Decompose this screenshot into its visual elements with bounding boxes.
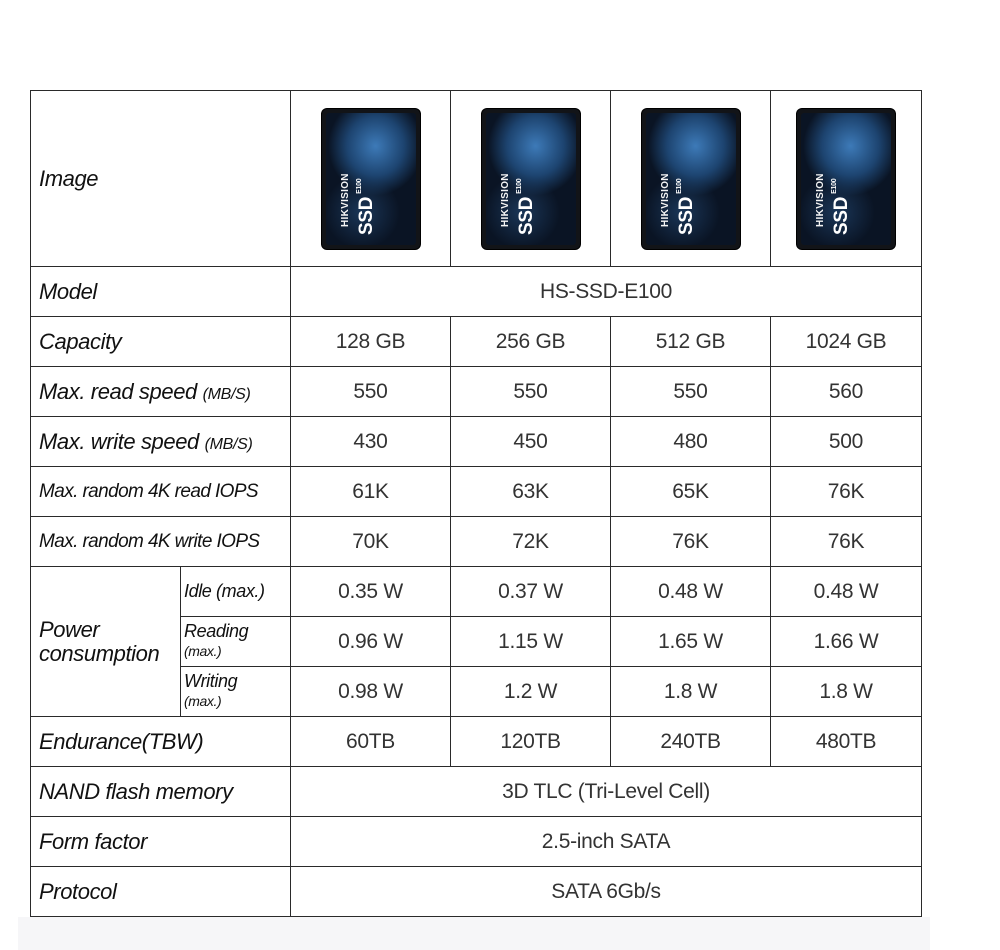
random-write-value: 76K bbox=[771, 517, 922, 567]
protocol-value: SATA 6Gb/s bbox=[291, 867, 922, 917]
reading-power-value: 1.66 W bbox=[771, 617, 922, 667]
idle-power-value: 0.37 W bbox=[451, 567, 611, 617]
random-read-value: 76K bbox=[771, 467, 922, 517]
ssd-logo: $SSD^{E100}$ bbox=[515, 178, 537, 235]
label-model: Model bbox=[31, 267, 291, 317]
read-speed-value: 550 bbox=[611, 367, 771, 417]
capacity-value: 1024 GB bbox=[771, 317, 922, 367]
idle-power-value: 0.48 W bbox=[611, 567, 771, 617]
reading-power-value: 1.15 W bbox=[451, 617, 611, 667]
row-random-write bbox=[31, 517, 922, 567]
ssd-product-image bbox=[322, 109, 420, 249]
model-value: HS-SSD-E100 bbox=[291, 267, 922, 317]
label-capacity: Capacity bbox=[31, 317, 291, 367]
label-write-speed: Max. write speed (MB/S) bbox=[31, 417, 291, 467]
image-cell-3 bbox=[611, 91, 771, 267]
label-form-factor: Form factor bbox=[31, 817, 291, 867]
endurance-value: 60TB bbox=[291, 717, 451, 767]
ssd-brand: HIKVISION bbox=[499, 172, 511, 227]
row-model bbox=[31, 267, 922, 317]
nand-value: 3D TLC (Tri-Level Cell) bbox=[291, 767, 922, 817]
ssd-brand: HIKVISION bbox=[659, 172, 671, 227]
row-image bbox=[31, 91, 922, 267]
random-write-value: 70K bbox=[291, 517, 451, 567]
row-random-read bbox=[31, 467, 922, 517]
image-cell-1 bbox=[291, 91, 451, 267]
write-speed-value: 450 bbox=[451, 417, 611, 467]
label-reading: Reading (max.) bbox=[181, 617, 291, 667]
bottom-strip bbox=[18, 917, 930, 950]
ssd-brand: HIKVISION bbox=[339, 172, 351, 227]
write-speed-value: 430 bbox=[291, 417, 451, 467]
endurance-value: 120TB bbox=[451, 717, 611, 767]
random-write-value: 76K bbox=[611, 517, 771, 567]
reading-power-value: 0.96 W bbox=[291, 617, 451, 667]
label-power-consumption: Power consumption bbox=[31, 567, 181, 717]
label-writing: Writing (max.) bbox=[181, 667, 291, 717]
random-read-value: 65K bbox=[611, 467, 771, 517]
writing-power-value: 1.8 W bbox=[611, 667, 771, 717]
label-protocol: Protocol bbox=[31, 867, 291, 917]
write-speed-value: 500 bbox=[771, 417, 922, 467]
idle-power-value: 0.35 W bbox=[291, 567, 451, 617]
ssd-logo: $SSD^{E100}$ bbox=[675, 178, 697, 235]
label-random-write: Max. random 4K write IOPS bbox=[31, 517, 291, 567]
capacity-value: 256 GB bbox=[451, 317, 611, 367]
endurance-value: 480TB bbox=[771, 717, 922, 767]
read-speed-value: 560 bbox=[771, 367, 922, 417]
ssd-product-image bbox=[642, 109, 740, 249]
ssd-product-image bbox=[482, 109, 580, 249]
read-speed-value: 550 bbox=[291, 367, 451, 417]
label-image: Image bbox=[31, 91, 291, 267]
random-read-value: 63K bbox=[451, 467, 611, 517]
label-idle: Idle (max.) bbox=[181, 567, 291, 617]
row-form-factor bbox=[31, 817, 922, 867]
capacity-value: 128 GB bbox=[291, 317, 451, 367]
endurance-value: 240TB bbox=[611, 717, 771, 767]
writing-power-value: 1.8 W bbox=[771, 667, 922, 717]
row-power-idle bbox=[31, 567, 922, 617]
label-random-read: Max. random 4K read IOPS bbox=[31, 467, 291, 517]
label-endurance: Endurance(TBW) bbox=[31, 717, 291, 767]
write-speed-value: 480 bbox=[611, 417, 771, 467]
label-read-speed: Max. read speed (MB/S) bbox=[31, 367, 291, 417]
spec-table bbox=[30, 90, 922, 917]
row-endurance bbox=[31, 717, 922, 767]
image-cell-4 bbox=[771, 91, 922, 267]
ssd-logo: $SSD^{E100}$ bbox=[831, 178, 852, 235]
idle-power-value: 0.48 W bbox=[771, 567, 922, 617]
row-write-speed bbox=[31, 417, 922, 467]
read-speed-value: 550 bbox=[451, 367, 611, 417]
capacity-value: 512 GB bbox=[611, 317, 771, 367]
ssd-product-image bbox=[797, 109, 895, 249]
reading-power-value: 1.65 W bbox=[611, 617, 771, 667]
row-capacity bbox=[31, 317, 922, 367]
writing-power-value: 1.2 W bbox=[451, 667, 611, 717]
ssd-logo: $SSD^{E100}$ bbox=[355, 178, 377, 235]
row-read-speed bbox=[31, 367, 922, 417]
random-read-value: 61K bbox=[291, 467, 451, 517]
ssd-brand: HIKVISION bbox=[815, 172, 826, 227]
random-write-value: 72K bbox=[451, 517, 611, 567]
label-nand: NAND flash memory bbox=[31, 767, 291, 817]
row-protocol bbox=[31, 867, 922, 917]
row-nand bbox=[31, 767, 922, 817]
form-factor-value: 2.5-inch SATA bbox=[291, 817, 922, 867]
writing-power-value: 0.98 W bbox=[291, 667, 451, 717]
image-cell-2 bbox=[451, 91, 611, 267]
